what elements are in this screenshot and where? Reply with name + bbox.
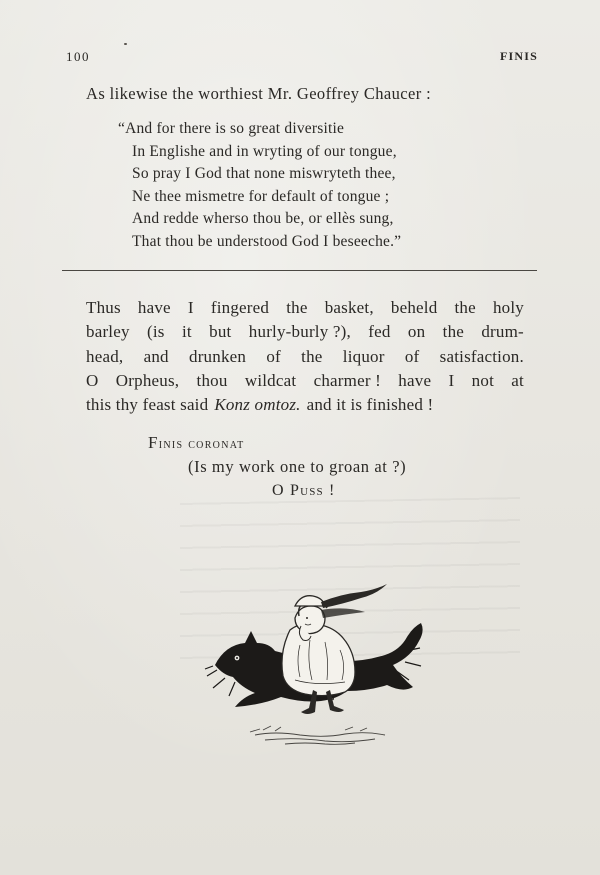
paragraph-word: I	[187, 298, 194, 317]
verse-line: In Englishe and in wryting of our tongue,	[132, 142, 397, 160]
closing-paragraph	[86, 296, 524, 417]
verse-line: So pray I God that none miswryteth thee,	[132, 165, 396, 183]
paragraph-word: I	[448, 370, 455, 390]
paragraph-word: fed	[368, 322, 391, 342]
section-rule	[62, 270, 537, 271]
paragraph-word: Thus	[86, 298, 121, 317]
intro-line: As likewise the worthiest Mr. Geoffrey Chaucer :	[86, 84, 432, 103]
ink-speck	[124, 43, 127, 45]
italic-phrase: Konz omtoz.	[214, 395, 301, 415]
paragraph-word: charmer !	[313, 370, 381, 390]
paragraph-word: basket,	[324, 298, 374, 317]
paragraph-word: thou	[196, 370, 228, 390]
paragraph-word: beheld	[390, 298, 438, 317]
finis-coronat	[148, 433, 245, 453]
paragraph-word: liquor	[342, 346, 385, 366]
paragraph-word: the	[286, 298, 308, 317]
verse-line: And redde wherso thou be, or ellès sung,	[132, 210, 394, 228]
paragraph-word: of	[266, 346, 281, 366]
paragraph-word: wildcat	[244, 370, 297, 390]
chaucer-quotation	[118, 118, 401, 254]
puss-rest: uss !	[300, 482, 336, 499]
verse-line: That thou be understood God I beseeche.”	[132, 232, 402, 250]
paragraph-word: have	[398, 370, 432, 390]
paragraph-word: satisfaction.	[439, 346, 524, 366]
girl-riding-black-cat-illustration	[195, 570, 445, 760]
o-puss	[272, 482, 336, 500]
paragraph-text: this thy feast said	[86, 395, 209, 415]
paragraph-word: head,	[86, 346, 124, 366]
paragraph-word: (is	[147, 322, 165, 342]
o-letter: O	[272, 482, 285, 499]
paragraph-word: at	[511, 370, 524, 390]
paragraph-word: but	[209, 322, 232, 342]
paragraph-line	[86, 393, 524, 417]
paragraph-word: of	[404, 346, 420, 366]
running-head	[0, 49, 600, 69]
paragraph-word: on	[407, 322, 426, 342]
paragraph-line	[86, 369, 524, 393]
paragraph-word: holy	[492, 298, 524, 317]
paragraph-word: have	[137, 298, 171, 317]
page-number: 100	[66, 49, 90, 64]
paragraph-word: barley	[86, 322, 130, 342]
p-initial: P	[289, 482, 301, 499]
paragraph-word: hurly-burly ?),	[248, 322, 351, 342]
paragraph-word: fingered	[210, 298, 270, 317]
paragraph-line	[86, 345, 524, 369]
paragraph-word: the	[301, 346, 323, 366]
finis-rest: inis coronat	[158, 437, 245, 452]
verse-line: Ne thee mismetre for default of tongue ;	[132, 187, 390, 205]
paragraph-word: Orpheus,	[115, 370, 180, 390]
finis-initial: F	[148, 433, 159, 452]
paragraph-word: drunken	[189, 346, 247, 366]
paragraph-word: it	[181, 322, 192, 342]
paragraph-word: and	[143, 346, 169, 366]
groan-line: (Is my work one to groan at ?)	[188, 457, 407, 476]
paragraph-line	[86, 296, 524, 320]
paragraph-line	[86, 320, 524, 344]
paragraph-word: the	[454, 298, 476, 317]
paragraph-word: not	[471, 370, 494, 390]
verse-line: “And for there is so great diversitie	[118, 120, 345, 137]
paragraph-word: the	[442, 322, 465, 342]
running-title: FINIS	[499, 49, 538, 63]
paragraph-word: O	[86, 370, 99, 390]
paragraph-text: and it is finished !	[306, 395, 434, 415]
paragraph-word: drum-	[481, 322, 524, 342]
